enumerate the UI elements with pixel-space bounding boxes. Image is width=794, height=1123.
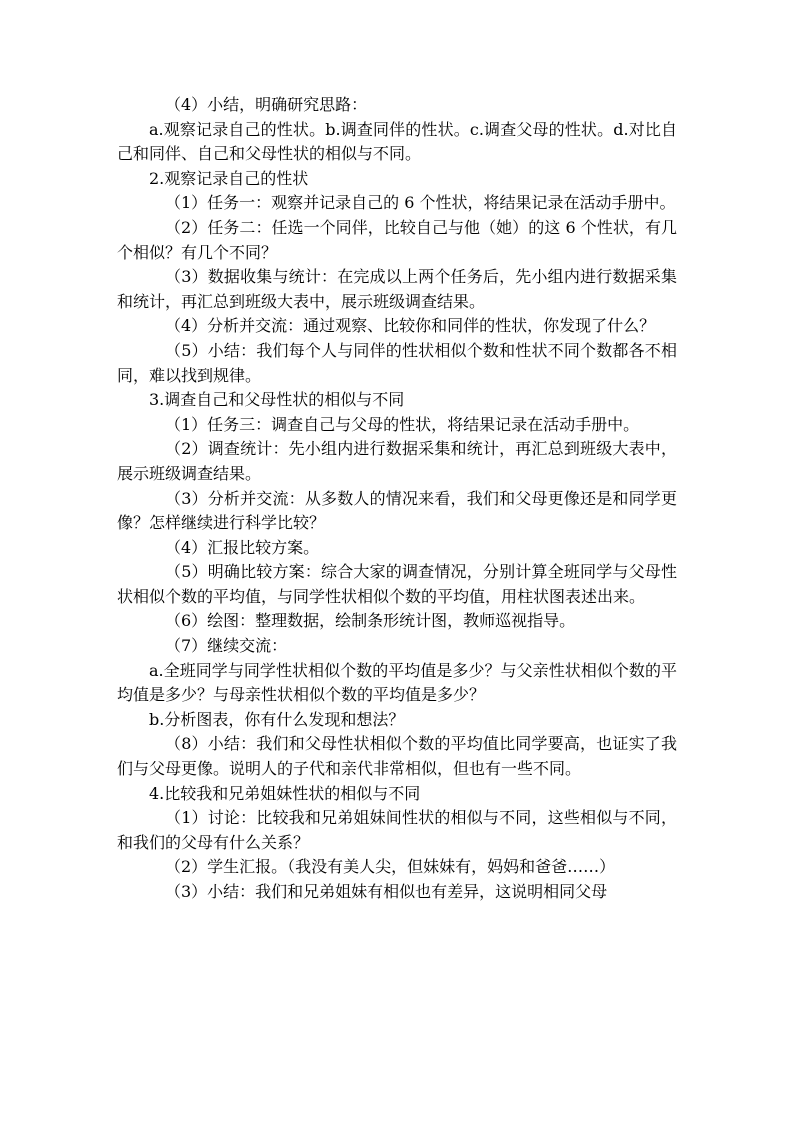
paragraph: （5）小结：我们每个人与同伴的性状相似个数和性状不同个数都各不相同，难以找到规律。 bbox=[117, 340, 677, 385]
paragraph: （2）学生汇报。（我没有美人尖，但妹妹有，妈妈和爸爸……） bbox=[165, 857, 616, 877]
paragraph: （8）小结：我们和父母性状相似个数的平均值比同学要高，也证实了我们与父母更像。说明人的子代和亲代非常相似，但也有一些不同。 bbox=[117, 734, 677, 779]
paragraph: （2）任务二：任选一个同伴，比较自己与他（她）的这 6 个性状，有几个相似？有几个不同？ bbox=[117, 217, 677, 262]
paragraph: （3）分析并交流：从多数人的情况来看，我们和父母更像还是和同学更像？怎样继续进行科学比较？ bbox=[117, 488, 677, 533]
paragraph: b.分析图表，你有什么发现和想法？ bbox=[149, 709, 405, 729]
paragraph: （3）小结：我们和兄弟姐妹有相似也有差异，这说明相同父母 bbox=[165, 882, 608, 901]
paragraph: （4）汇报比较方案。 bbox=[165, 537, 320, 557]
paragraph: （5）明确比较方案：综合大家的调查情况，分别计算全班同学与父母性状相似个数的平均值，与同学性状相似个数的平均值，用柱状图表述出来。 bbox=[117, 562, 677, 606]
section-heading: 3.调查自己和父母性状的相似与不同 bbox=[149, 390, 405, 410]
paragraph: （7）继续交流： bbox=[165, 636, 288, 656]
document-page bbox=[117, 93, 677, 905]
paragraph: （4）小结，明确研究思路： bbox=[165, 95, 368, 114]
paragraph: （1）任务三：调查自己与父母的性状，将结果记录在活动手册中。 bbox=[165, 414, 640, 434]
paragraph: （6）绘图：整理数据，绘制条形统计图，教师巡视指导。 bbox=[165, 611, 576, 631]
paragraph: （2）调查统计：先小组内进行数据采集和统计，再汇总到班级大表中，展示班级调查结果。 bbox=[117, 439, 677, 483]
section-heading: 2.观察记录自己的性状 bbox=[149, 168, 309, 188]
paragraph: a.全班同学与同学性状相似个数的平均值是多少？与父亲性状相似个数的平均值是多少？与母亲性状相似个数的平均值是多少？ bbox=[117, 660, 677, 705]
paragraph: （1）讨论：比较我和兄弟姐妹间性状的相似与不同，这些相似与不同，和我们的父母有什么关系？ bbox=[117, 808, 677, 852]
paragraph: a.观察记录自己的性状。b.调查同伴的性状。c.调查父母的性状。d.对比自己和同伴、自己和父母性状的相似与不同。 bbox=[117, 119, 677, 164]
paragraph: （1）任务一：观察并记录自己的 6 个性状，将结果记录在活动手册中。 bbox=[165, 193, 676, 213]
section-heading: 4.比较我和兄弟姐妹性状的相似与不同 bbox=[149, 783, 421, 803]
paragraph: （3）数据收集与统计：在完成以上两个任务后，先小组内进行数据采集和统计，再汇总到班级大表中，展示班级调查结果。 bbox=[117, 267, 677, 311]
paragraph: （4）分析并交流：通过观察、比较你和同伴的性状，你发现了什么？ bbox=[165, 316, 656, 336]
